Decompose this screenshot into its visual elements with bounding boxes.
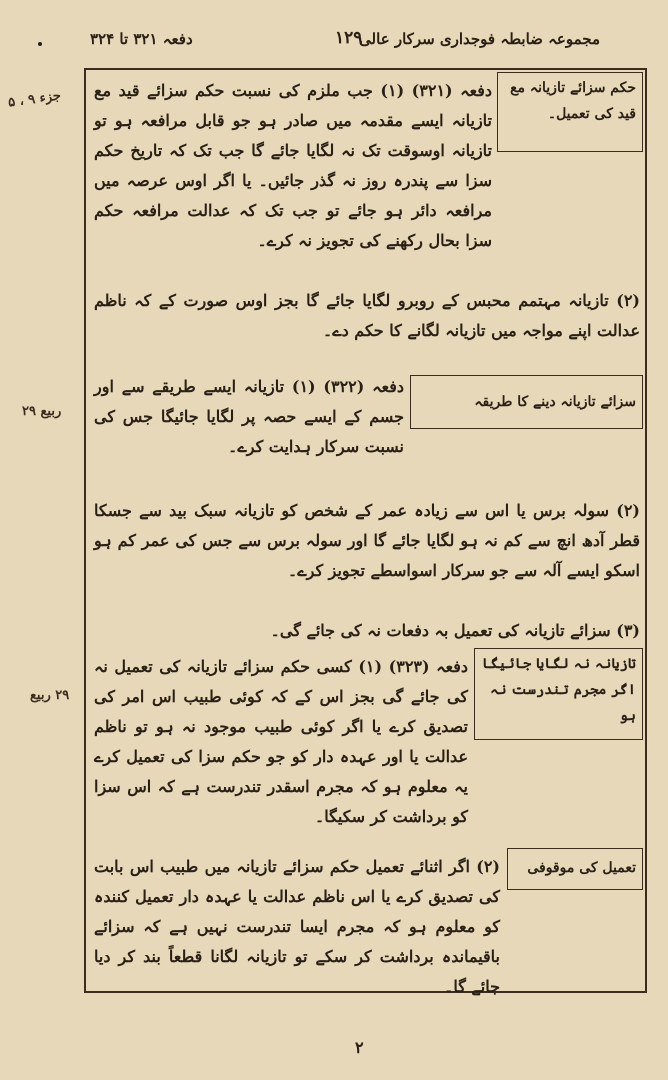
section-321-text: دفعہ (۳۲۱) (۱) جب ملزم کی نسبت حکم سزائے قید مع تازیانہ ایسے مقدمہ میں صادر ہو جو قابل مرافعہ ہو تو تازیانہ اوسوقت تک نہ لگایا جائے گا جب تک کہ تاریخ حکم سزا سے پندرہ روز نہ گذر جائیں۔ یا اگر اوس عرصہ میں مرافعہ دائر ہو جائے تو جب تک کہ عدالت مرافعہ حکم سزا بحال رکھنے کی تجویز نہ کرے۔ <box>94 81 493 250</box>
paragraph-322-1: دفعہ (۳۲۲) (۱) تازیانہ ایسے طریقے سے اور جسم کے ایسے حصہ پر لگایا جائیگا جس کی نسبت سرکار ہدایت کرے۔ <box>94 377 404 456</box>
side-label-manner-of-whipping: سزائے تازیانہ دینے کا طریقہ <box>410 375 643 429</box>
side-label-unfit-convict: تازیانہ نہ لگایا جائیگا اگر مجرم تندرست نہ ہو <box>474 648 643 740</box>
running-header <box>90 28 600 58</box>
paragraph-321-1a <box>94 76 492 256</box>
paragraph-323-2: (۲) اگر اثنائے تعمیل حکم سزائے تازیانہ میں طبیب اس بابت کی تصدیق کرے یا اس ناظم عدالت یا عہدہ دار تعمیل کنندہ کو معلوم ہو کہ مجرم ایسا تندرست نہیں ہے کہ سزائے باقیماندہ برداشت کر سکے تو تازیانہ لگانا قطعاً بند کر دیا جائے گا۔ <box>94 857 500 996</box>
side-label-sentence-with-whipping: حکم سزائے تازیانہ مع قید کی تعمیل۔ <box>497 72 643 152</box>
page-number: ۱۲۹ <box>335 28 363 48</box>
margin-note-3: ۲۹ ربیع <box>30 688 70 703</box>
paragraph-321-2: (۲) تازیانہ مہتمم محبس کے روبرو لگایا جائے گا بجز اوس صورت کے کہ ناظم عدالت اپنے مواجہ میں تازیانہ لگانے کا حکم دے۔ <box>94 291 640 340</box>
margin-note-2: ربیع ۲۹ <box>22 404 62 419</box>
paragraph-322-3: (۳) سزائے تازیانہ کی تعمیل بہ دفعات نہ کی جائے گی۔ <box>270 621 640 640</box>
margin-note-1: جزء ۹ ، ۵ <box>7 88 62 111</box>
footer-signature-mark: ۲ <box>355 1038 364 1057</box>
paragraph-323-1: دفعہ (۳۲۳) (۱) کسی حکم سزائے تازیانہ کی تعمیل نہ کی جائے گی بجز اس کے کہ کوئی طبیب اس امر کی تصدیق کرے یا اگر کوئی طبیب موجود نہ ہو تو ناظم عدالت یا اور عہدہ دار کو جو حکم سزا کی تعمیل کرے یہ معلوم ہو کہ مجرم اسقدر تندرست ہے کہ اس سزا کو برداشت کر سکیگا۔ <box>94 657 469 826</box>
ink-dot <box>38 42 42 46</box>
header-title: مجموعہ ضابطہ فوجداری سرکار عالی <box>359 30 600 48</box>
header-sections-range: دفعہ ۳۲۱ تا ۳۲۴ <box>90 30 193 48</box>
paragraph-322-2: (۲) سولہ برس یا اس سے زیادہ عمر کے شخص کو تازیانہ سبک بید سے جسکا قطر آدھ انچ سے کم نہ ہو لگایا جائے گا اور سولہ برس سے جس کی عمر کم ہو اسکو ایسے آلہ سے جو سرکار اسواسطے تجویز کرے۔ <box>94 501 640 580</box>
side-label-suspension: تعمیل کی موقوفی <box>507 848 643 890</box>
